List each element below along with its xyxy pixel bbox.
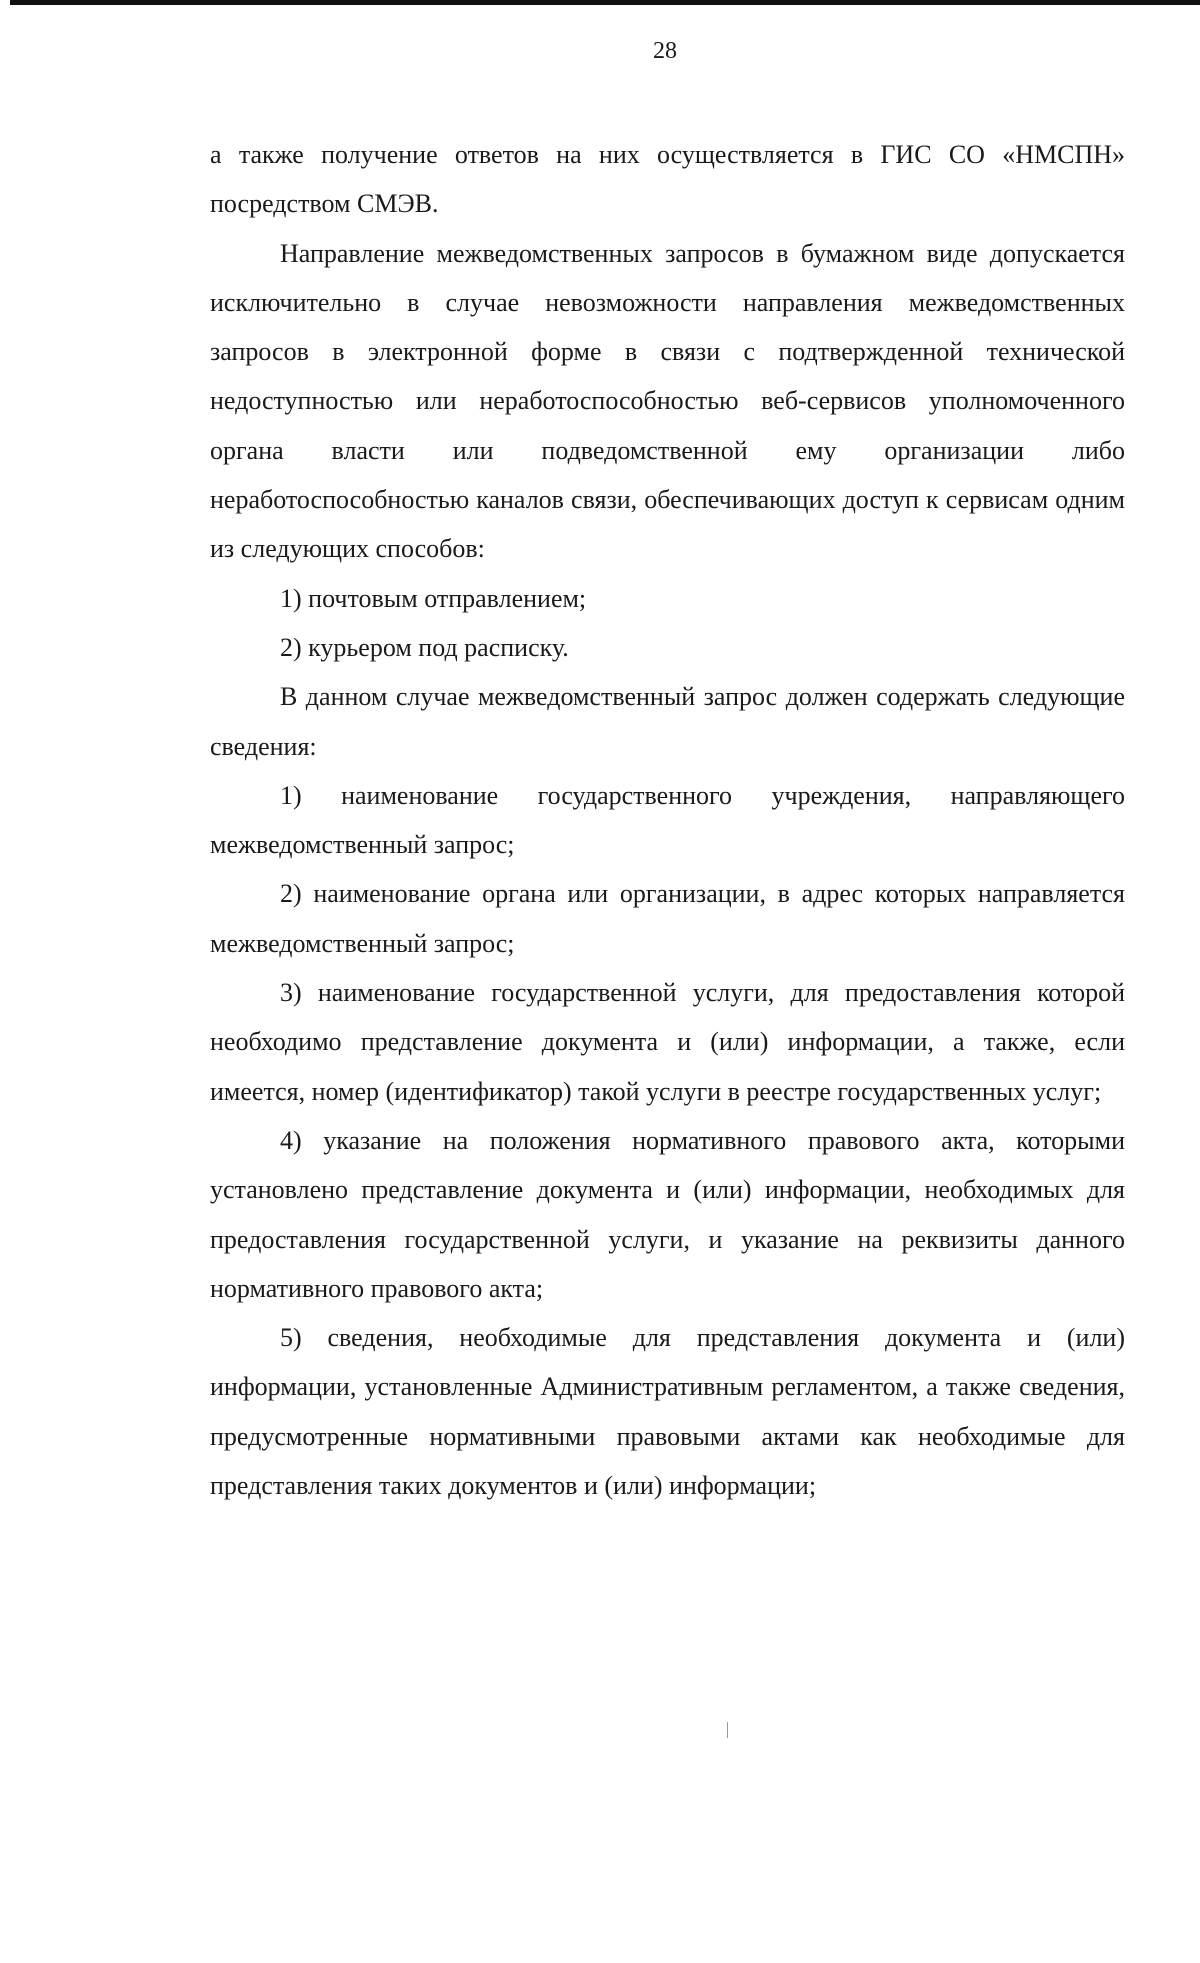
list-item-service-name: 3) наименование государственной услуги, для предоставления которой необходимо представление документа и (или) информации, а также, если имеется, номер (идентификатор) такой услуги в реестре государственных услуг; bbox=[210, 978, 1125, 1106]
list-item-recipient-name: 2) наименование органа или организации, в адрес которых направляется межведомственный запрос; bbox=[210, 879, 1125, 958]
list-item-postal: 1) почтовым отправлением; bbox=[280, 583, 587, 613]
document-body bbox=[210, 130, 1125, 1510]
paragraph-continuation: а также получение ответов на них осуществляется в ГИС СО «НМСПН» посредством СМЭВ. bbox=[210, 140, 1125, 219]
list-item-required-info: 5) сведения, необходимые для представления документа и (или) информации, установленные Административным регламентом, а также сведения, предусмотренные нормативными правовыми актами как необходимые для представления таких документов и (или) информации; bbox=[210, 1323, 1125, 1501]
page-number: 28 bbox=[653, 38, 677, 64]
list-item-institution-name: 1) наименование государственного учреждения, направляющего межведомственный запрос; bbox=[210, 780, 1125, 860]
paragraph-request-contents: В данном случае межведомственный запрос должен содержать следующие сведения: bbox=[210, 682, 1125, 761]
paragraph-paper-requests: Направление межведомственных запросов в бумажном виде допускается исключительно в случае невозможности направления межведомственных запросов в электронной форме в связи с подтвержденной технической недоступностью или неработоспособностью веб-сервисов уполномоченного органа власти или подведомственной ему организации либо неработоспособностью каналов связи, обеспечивающих доступ к сервисам одним из следующих способов: bbox=[210, 238, 1125, 564]
scan-artifact-mark bbox=[727, 1722, 728, 1738]
list-item-courier: 2) курьером под расписку. bbox=[280, 632, 569, 662]
scan-top-border bbox=[10, 0, 1200, 5]
list-item-legal-act: 4) указание на положения нормативного правового акта, которыми установлено представление документа и (или) информации, необходимых для предоставления государственной услуги, и указание на реквизиты данного нормативного правового акта; bbox=[210, 1125, 1125, 1303]
